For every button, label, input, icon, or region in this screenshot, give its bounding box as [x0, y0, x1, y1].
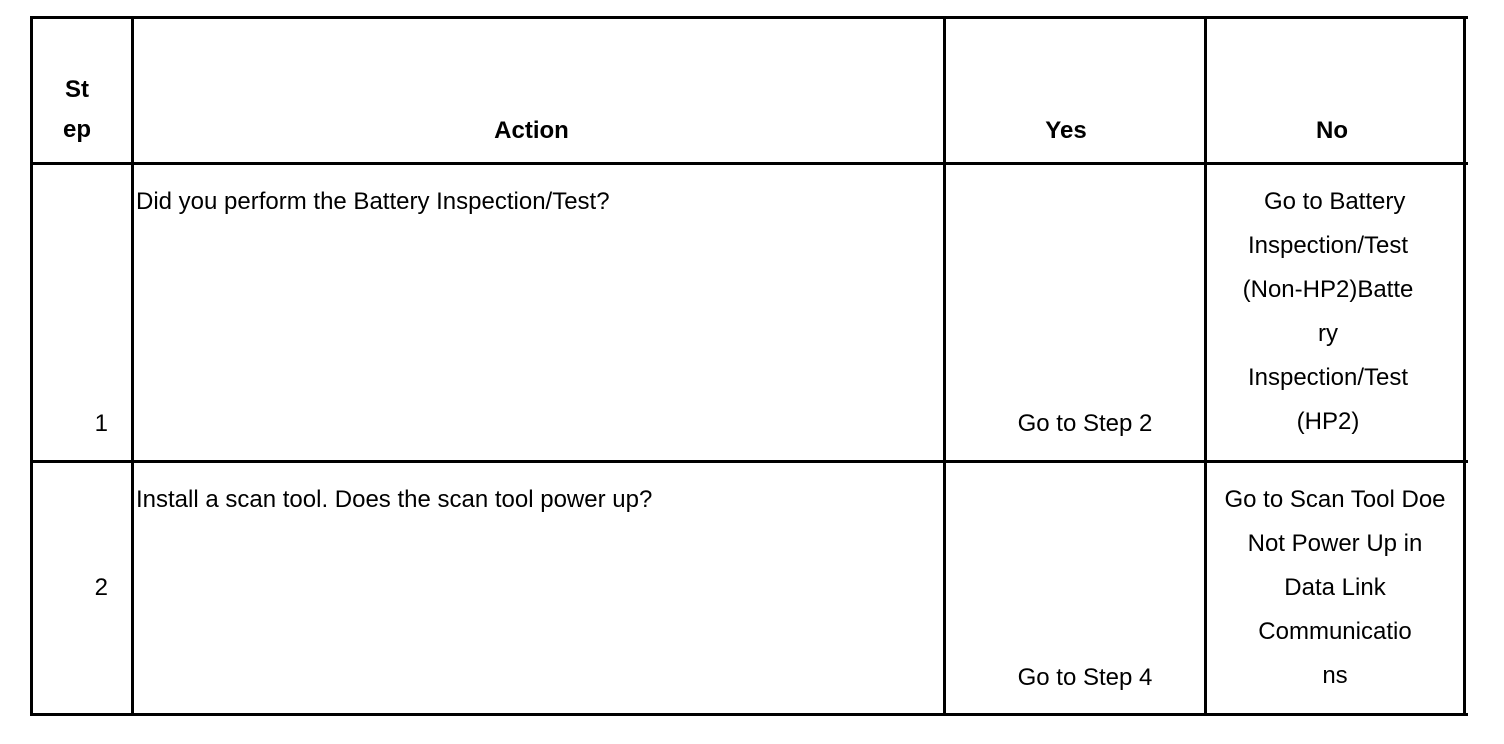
- yes-link[interactable]: Go to Step 2: [1017, 410, 1153, 437]
- action-text: Did you perform the Battery Inspection/Test?: [136, 188, 610, 215]
- header-no: No: [1316, 117, 1348, 144]
- diagnostic-table: [30, 16, 1468, 716]
- header-yes: Yes: [1045, 117, 1087, 144]
- table-border-top: [30, 16, 1468, 19]
- yes-link[interactable]: Go to Step 4: [1017, 664, 1153, 691]
- row-divider: [30, 460, 1468, 463]
- step-number: 1: [94, 410, 108, 437]
- table-border-right: [1463, 16, 1466, 716]
- action-text: Install a scan tool. Does the scan tool power up?: [136, 486, 653, 513]
- table-border-bottom: [30, 713, 1468, 716]
- no-link[interactable]: Go to Scan Tool Doe Not Power Up in Data Link Communicatio ns: [1224, 486, 1446, 689]
- header-step: St ep: [62, 76, 91, 143]
- header-divider: [30, 162, 1468, 165]
- header-action: Action: [494, 117, 569, 144]
- step-number: 2: [94, 574, 108, 601]
- no-link[interactable]: Go to Battery Inspection/Test (Non-HP2)Batte ry Inspection/Test (HP2): [1242, 188, 1414, 435]
